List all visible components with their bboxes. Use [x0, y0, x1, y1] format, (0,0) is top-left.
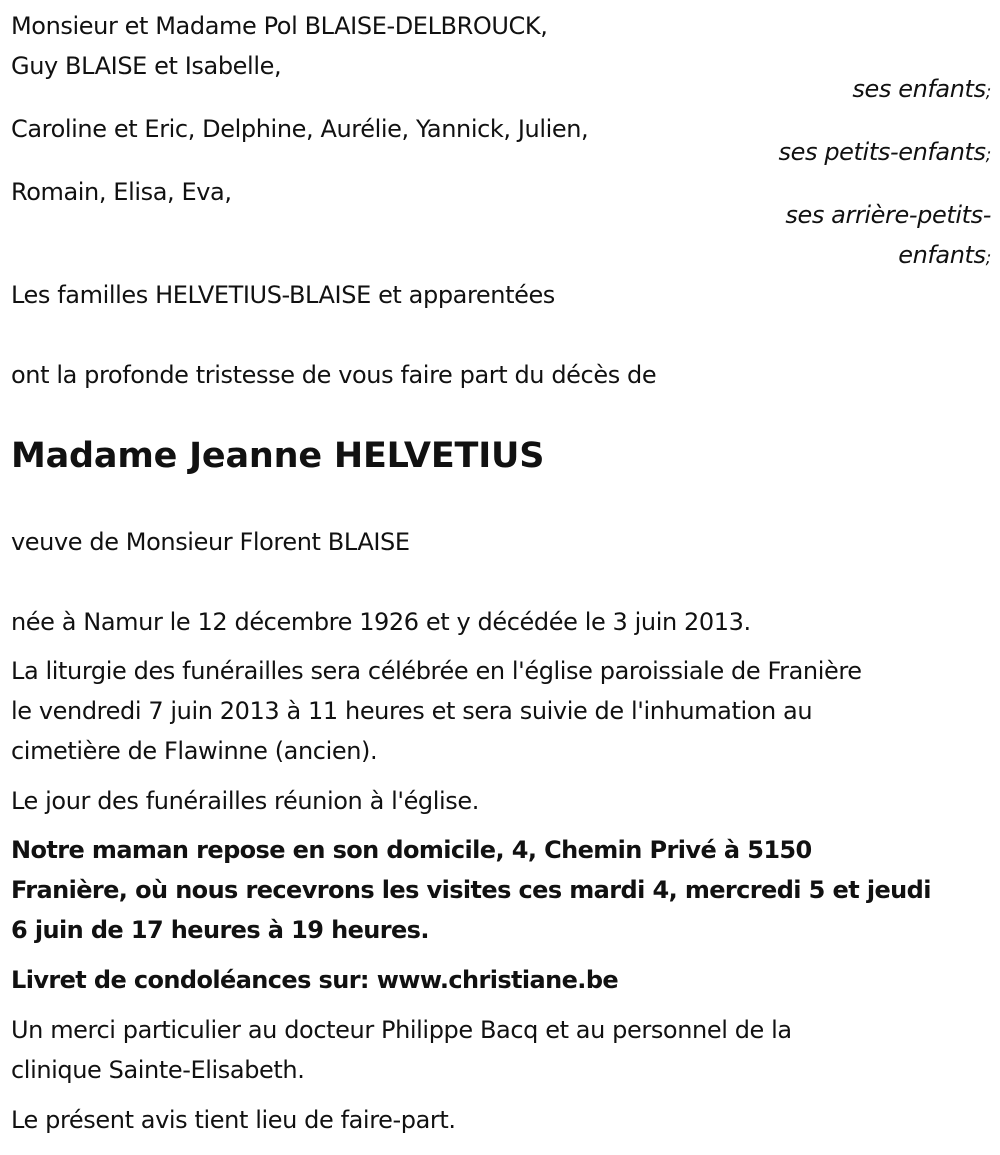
deceased-name: Madame Jeanne HELVETIUS: [11, 436, 545, 476]
great-grandchildren-role-2: enfants;: [898, 241, 991, 269]
children-line-2: Guy BLAISE et Isabelle,: [11, 52, 282, 80]
funeral-meeting: Le jour des funérailles réunion à l'église.: [11, 787, 480, 815]
liturgy-line-1: La liturgie des funérailles sera célébrée en l'église paroissiale de Franière: [11, 657, 862, 685]
visitation-line-1: Notre maman repose en son domicile, 4, Chemin Privé à 5150: [11, 836, 812, 864]
visitation-line-3: 6 juin de 17 heures à 19 heures.: [11, 916, 429, 944]
liturgy-line-3: cimetière de Flawinne (ancien).: [11, 737, 378, 765]
children-role: ses enfants;: [852, 75, 991, 103]
condolences-link[interactable]: www.christiane.be: [376, 966, 619, 994]
thanks-line-1: Un merci particulier au docteur Philippe Bacq et au personnel de la: [11, 1016, 792, 1044]
great-grandchildren-role-1: ses arrière-petits-: [785, 201, 991, 229]
condolences-label: Livret de condoléances sur:: [11, 966, 377, 994]
liturgy-line-2: le vendredi 7 juin 2013 à 11 heures et sera suivie de l'inhumation au: [11, 697, 813, 725]
grandchildren-role: ses petits-enfants;: [778, 138, 991, 166]
grandchildren-line: Caroline et Eric, Delphine, Aurélie, Yannick, Julien,: [11, 115, 589, 143]
condolences: [11, 960, 618, 1000]
children-line-1: Monsieur et Madame Pol BLAISE-DELBROUCK,: [11, 12, 548, 40]
extended-family: Les familles HELVETIUS-BLAISE et apparentées: [11, 281, 555, 309]
birth-death: née à Namur le 12 décembre 1926 et y décédée le 3 juin 2013.: [11, 608, 751, 636]
great-grandchildren-line: Romain, Elisa, Eva,: [11, 178, 232, 206]
visitation-line-2: Franière, où nous recevrons les visites ces mardi 4, mercredi 5 et jeudi: [11, 876, 931, 904]
widow-of: veuve de Monsieur Florent BLAISE: [11, 528, 410, 556]
thanks-line-2: clinique Sainte-Elisabeth.: [11, 1056, 305, 1084]
announcement: ont la profonde tristesse de vous faire part du décès de: [11, 361, 657, 389]
closing-note: Le présent avis tient lieu de faire-part.: [11, 1106, 456, 1134]
